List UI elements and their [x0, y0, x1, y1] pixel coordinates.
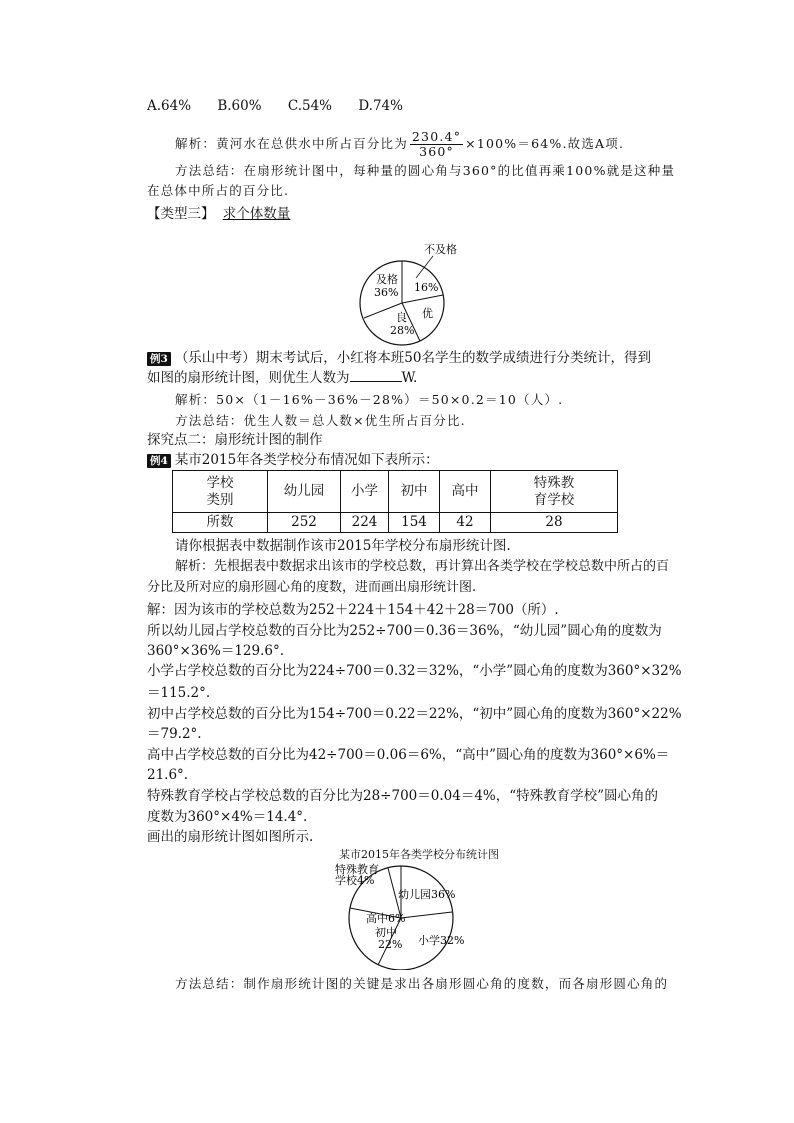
solution-line: 解：因为该市的学校总数为252＋224＋154＋42＋28＝700（所）. — [147, 602, 559, 618]
pie1-label-pass-pct: 36% — [374, 286, 399, 299]
solution-line: 度数为360°×4%＝14.4°. — [147, 809, 308, 825]
solution-line: 21.6°. — [147, 767, 189, 783]
solution-line: 360°×36%＝129.6°. — [147, 643, 285, 659]
special-text-b: 育学校 — [533, 491, 575, 508]
table-cell: 154 — [389, 513, 440, 533]
table-cell: 28 — [491, 513, 618, 533]
pie1-label-good: 良 — [396, 311, 407, 324]
table-row-label: 所数 — [173, 513, 268, 533]
option-b: B.60% — [217, 98, 262, 114]
ex4-line — [147, 451, 439, 469]
solution-line: 初中占学校总数的百分比为154÷700＝0.22＝22%，“初中”圆心角的度数为360°×22% — [147, 706, 682, 722]
ex3-line2 — [147, 369, 417, 387]
pie2-label-special-b: 学校4% — [335, 874, 375, 887]
pie1-label-excellent: 优 — [422, 307, 433, 320]
solution-line: 画出的扇形统计图如图所示. — [147, 829, 314, 845]
special-text-a: 特殊教 — [533, 474, 575, 491]
type3-title: 求个体数量 — [222, 206, 291, 222]
ex4-analysis-1: 解析：先根据表中数据求出该市的学校总数，再计算出各类学校在学校总数中所占的百 — [175, 559, 670, 574]
pie2-divider — [401, 912, 452, 918]
ex4-analysis-2: 分比及所对应的扇形圆心角的度数，进而画出扇形统计图. — [147, 580, 477, 595]
answer-options — [147, 97, 403, 115]
ex2-analysis — [175, 126, 624, 162]
header-text-a: 学校 — [206, 474, 234, 491]
table-col-middle: 初中 — [389, 471, 440, 513]
solution-line: ＝115.2°. — [147, 685, 211, 701]
pie2-label-primary: 小学32% — [418, 934, 465, 947]
fraction-denominator: 360° — [419, 144, 454, 159]
pie2-label-middle-a: 初中 — [375, 926, 397, 939]
pie1-divider-right — [402, 295, 443, 303]
solution-line: 小学占学校总数的百分比为224÷700＝0.32＝32%，“小学”圆心角的度数为360°×32% — [147, 663, 682, 679]
table-cell: 42 — [440, 513, 491, 533]
answer-blank[interactable] — [350, 369, 402, 382]
table-col-primary: 小学 — [341, 471, 389, 513]
school-table — [172, 470, 618, 533]
table-header-category — [173, 471, 268, 513]
pie1-label-16: 16% — [414, 281, 439, 294]
ex3-text: （乐山中考）期末考试后，小红将本班50名学生的数学成绩进行分类统计，得到 — [174, 350, 651, 366]
pie-chart-grades — [350, 240, 480, 350]
type3-label: 【类型三】 — [147, 206, 215, 222]
option-c: C.54% — [287, 98, 333, 114]
pie1-leader-line — [416, 256, 433, 278]
pie1-label-good-pct: 28% — [390, 324, 415, 337]
explore-point-2: 探究点二：扇形统计图的制作 — [147, 432, 323, 448]
type3-heading — [147, 205, 290, 223]
ex3-analysis: 解析：50×（1－16%－36%－28%）＝50×0.2＝10（人）. — [175, 392, 564, 407]
pie1-label-pass: 及格 — [376, 273, 398, 286]
pie2-label-middle-b: 22% — [378, 938, 403, 951]
table-cell: 252 — [268, 513, 341, 533]
pie2-label-high: 高中6% — [366, 912, 406, 925]
ex2-analysis-post: ×100%＝64%.故选A项. — [465, 136, 625, 151]
ex3-badge: 例3 — [147, 352, 171, 366]
solution-line: 高中占学校总数的百分比为42÷700＝0.06＝6%，“高中”圆心角的度数为360°×6%＝ — [147, 747, 670, 763]
pie1-label-fail: 不及格 — [424, 243, 457, 256]
solution-line: ＝79.2°. — [147, 726, 202, 742]
fraction-numerator: 230.4° — [411, 129, 462, 144]
fraction — [410, 130, 463, 159]
ex3-line1 — [147, 349, 651, 367]
table-col-high: 高中 — [440, 471, 491, 513]
ex3-summary: 方法总结：优生人数＝总人数×优生所占百分比. — [175, 413, 466, 428]
ex4-text: 某市2015年各类学校分布情况如下表所示： — [174, 452, 439, 468]
ex2-summary-line1: 方法总结：在扇形统计图中，每种量的圆心角与360°的比值再乘100%就是这种量 — [175, 163, 676, 178]
table-col-special — [491, 471, 618, 513]
ex2-summary-line2: 在总体中所占的百分比. — [147, 183, 290, 198]
table-cell: 224 — [341, 513, 389, 533]
table-row — [173, 471, 618, 513]
option-d: D.74% — [358, 98, 403, 114]
option-a: A.64% — [147, 98, 192, 114]
ex4-badge: 例4 — [147, 454, 171, 468]
solution-line: 特殊教育学校占学校总数的百分比为28÷700＝0.04＝4%，“特殊教育学校”圆心角的 — [147, 788, 659, 804]
pie2-label-kindergarten: 幼儿园36% — [398, 888, 456, 901]
solution-line: 所以幼儿园占学校总数的百分比为252÷700＝0.36＝36%，“幼儿园”圆心角的度数为 — [147, 623, 662, 639]
ex4-summary: 方法总结：制作扇形统计图的关键是求出各扇形圆心角的度数，而各扇形圆心角的 — [175, 976, 669, 991]
header-text-b: 类别 — [206, 491, 234, 508]
table-row — [173, 513, 618, 533]
pie-chart-schools — [330, 860, 475, 970]
ex3-text2-post: W. — [401, 370, 418, 386]
ex3-text2: 如图的扇形统计图，则优生人数为 — [147, 370, 350, 386]
pie2-title: 某市2015年各类学校分布统计图 — [339, 848, 499, 861]
table-col-kindergarten: 幼儿园 — [268, 471, 341, 513]
ex2-analysis-pre: 解析：黄河水在总供水中所占百分比为 — [175, 136, 408, 151]
pie2-label-special-a: 特殊教育 — [335, 863, 379, 876]
ex4-prompt: 请你根据表中数据制作该市2015年学校分布扇形统计图. — [175, 538, 511, 554]
